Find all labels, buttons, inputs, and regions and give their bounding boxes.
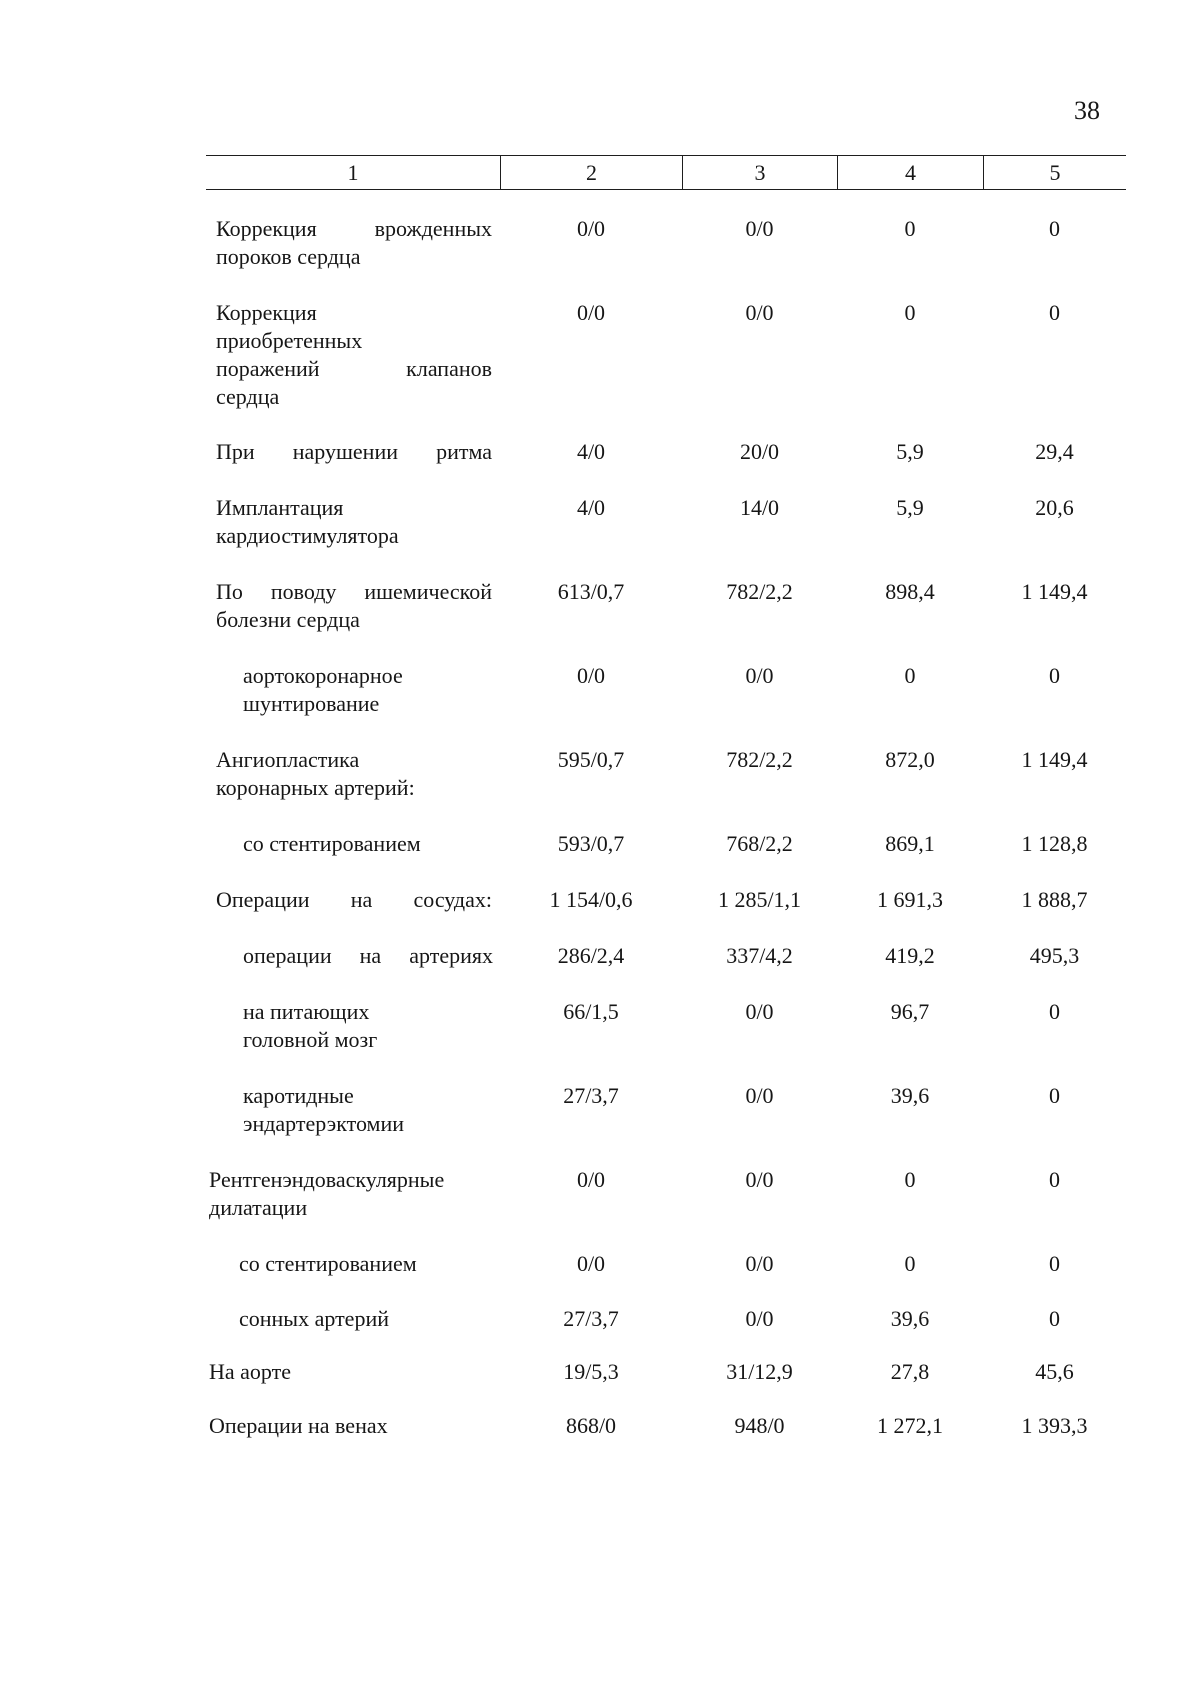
column-header-5: 5: [983, 156, 1126, 189]
cell-col-4: 39,6: [890, 1306, 930, 1331]
cell-col-3: 948/0: [734, 1413, 785, 1438]
cell-col-2: 27/3,7: [563, 1083, 619, 1108]
cell-col-4: 0: [904, 1167, 916, 1192]
row-label-line: со стентированием: [239, 1251, 417, 1276]
row-label: [243, 942, 493, 970]
cell-col-4: 1 272,1: [877, 1413, 943, 1438]
table-header-row: [206, 155, 1126, 190]
cell-col-2: 19/5,3: [563, 1359, 619, 1384]
column-header-1: 1: [347, 160, 359, 185]
row-label-line: Коррекция врожденных: [216, 216, 492, 241]
row-label-line: эндартерэктомии: [243, 1111, 405, 1136]
row-label-line: каротидные: [243, 1083, 354, 1108]
cell-col-5: 495,3: [1029, 943, 1080, 968]
row-label-line: головной мозг: [243, 1027, 378, 1052]
row-label-line: При нарушении ритма: [216, 439, 492, 464]
row-label-line: на питающих: [243, 999, 370, 1024]
cell-col-3: 768/2,2: [726, 831, 793, 856]
cell-col-5: 1 128,8: [1021, 831, 1088, 856]
cell-col-5: 29,4: [1035, 439, 1074, 464]
row-label: [243, 1082, 493, 1138]
cell-col-5: 0: [1049, 1083, 1060, 1108]
row-label-line: приобретенных: [216, 328, 363, 353]
cell-col-5: 1 149,4: [1021, 747, 1088, 772]
cell-col-4: 5,9: [896, 495, 924, 520]
cell-col-3: 0/0: [745, 1083, 774, 1108]
cell-col-2: 595/0,7: [557, 747, 625, 772]
row-label: [216, 886, 492, 914]
cell-col-4: 0: [904, 1251, 916, 1276]
cell-col-2: 0/0: [576, 663, 606, 688]
cell-col-3: 31/12,9: [726, 1359, 793, 1384]
row-label: [216, 494, 492, 550]
cell-col-4: 96,7: [890, 999, 930, 1024]
cell-col-2: 0/0: [576, 300, 606, 325]
column-header-4: 4: [837, 156, 983, 189]
cell-col-2: 868/0: [565, 1413, 617, 1438]
row-label-line: По поводу ишемической: [216, 579, 492, 604]
cell-col-2: 4/0: [576, 439, 606, 464]
row-label: [243, 998, 493, 1054]
cell-col-2: 4/0: [576, 495, 606, 520]
row-label: [216, 299, 492, 411]
column-header-2: 2: [500, 156, 682, 189]
cell-col-3: 1 285/1,1: [717, 887, 802, 912]
row-label: [216, 578, 492, 634]
cell-col-3: 337/4,2: [726, 943, 793, 968]
cell-col-4: 1 691,3: [877, 887, 943, 912]
cell-col-4: 0: [904, 663, 916, 688]
cell-col-4: 419,2: [885, 943, 935, 968]
row-label: [216, 746, 492, 802]
cell-col-2: 27/3,7: [563, 1306, 619, 1331]
cell-col-4: 5,9: [896, 439, 924, 464]
cell-col-4: 0: [904, 300, 916, 325]
cell-col-3: 0/0: [745, 999, 774, 1024]
cell-col-3: 782/2,2: [726, 747, 793, 772]
row-label-line: На аорте: [209, 1359, 292, 1384]
row-label-line: Операции на сосудах:: [216, 887, 492, 912]
cell-col-5: 1 149,4: [1021, 579, 1088, 604]
row-label: [216, 438, 492, 466]
cell-col-3: 20/0: [739, 439, 780, 464]
row-label-line: болезни сердца: [216, 607, 360, 632]
cell-col-5: 20,6: [1035, 495, 1074, 520]
row-label-line: Имплантация: [216, 495, 344, 520]
cell-col-3: 0/0: [745, 300, 774, 325]
row-label: [239, 1305, 489, 1333]
row-label: [243, 830, 493, 858]
cell-col-5: 0: [1049, 1167, 1060, 1192]
row-label-line: коронарных артерий:: [216, 775, 415, 800]
cell-col-3: 14/0: [739, 495, 780, 520]
cell-col-2: 66/1,5: [563, 999, 619, 1024]
cell-col-3: 0/0: [745, 1167, 774, 1192]
page-number: 38: [1074, 96, 1100, 125]
column-header-3: 3: [682, 156, 837, 189]
row-label-line: Коррекция: [216, 300, 317, 325]
row-label: [209, 1412, 485, 1440]
cell-col-5: 1 888,7: [1021, 887, 1088, 912]
cell-col-5: 1 393,3: [1021, 1413, 1088, 1438]
cell-col-5: 0: [1049, 663, 1060, 688]
row-label-line: шунтирование: [243, 691, 380, 716]
row-label: [243, 662, 493, 718]
cell-col-5: 0: [1049, 1306, 1060, 1331]
cell-col-2: 0/0: [576, 1251, 606, 1276]
row-label-line: дилатации: [209, 1195, 308, 1220]
row-label-line: пороков сердца: [216, 244, 361, 269]
row-label-line: Ангиопластика: [216, 747, 360, 772]
cell-col-3: 0/0: [745, 663, 774, 688]
cell-col-2: 1 154/0,6: [549, 887, 633, 912]
cell-col-5: 0: [1049, 1251, 1060, 1276]
cell-col-5: 45,6: [1035, 1359, 1074, 1384]
cell-col-3: 0/0: [745, 216, 774, 241]
cell-col-4: 0: [904, 216, 916, 241]
row-label-line: аортокоронарное: [243, 663, 403, 688]
row-label-line: кардиостимулятора: [216, 523, 399, 548]
cell-col-4: 39,6: [890, 1083, 930, 1108]
cell-col-5: 0: [1049, 216, 1060, 241]
cell-col-2: 593/0,7: [557, 831, 625, 856]
cell-col-4: 872,0: [885, 747, 935, 772]
row-label-line: Операции на венах: [209, 1413, 388, 1438]
cell-col-3: 0/0: [745, 1251, 774, 1276]
cell-col-3: 782/2,2: [726, 579, 793, 604]
row-label-line: сонных артерий: [239, 1306, 389, 1331]
cell-col-5: 0: [1049, 300, 1060, 325]
cell-col-2: 0/0: [576, 1167, 606, 1192]
cell-col-3: 0/0: [745, 1306, 774, 1331]
cell-col-4: 869,1: [885, 831, 935, 856]
row-label-line: со стентированием: [243, 831, 421, 856]
cell-col-2: 0/0: [576, 216, 606, 241]
row-label: [239, 1250, 489, 1278]
row-label-line: Рентгенэндоваскулярные: [209, 1167, 445, 1192]
cell-col-5: 0: [1049, 999, 1060, 1024]
cell-col-4: 27,8: [890, 1359, 930, 1384]
cell-col-2: 613/0,7: [557, 579, 625, 604]
data-table: [206, 155, 1126, 1438]
row-label: [209, 1358, 485, 1386]
cell-col-4: 898,4: [885, 579, 935, 604]
row-label: [209, 1166, 485, 1222]
row-label: [216, 215, 492, 271]
row-label-line: поражений клапанов: [216, 356, 492, 381]
row-label-line: сердца: [216, 384, 280, 409]
row-label-line: операции на артериях: [243, 943, 493, 968]
cell-col-2: 286/2,4: [557, 943, 625, 968]
